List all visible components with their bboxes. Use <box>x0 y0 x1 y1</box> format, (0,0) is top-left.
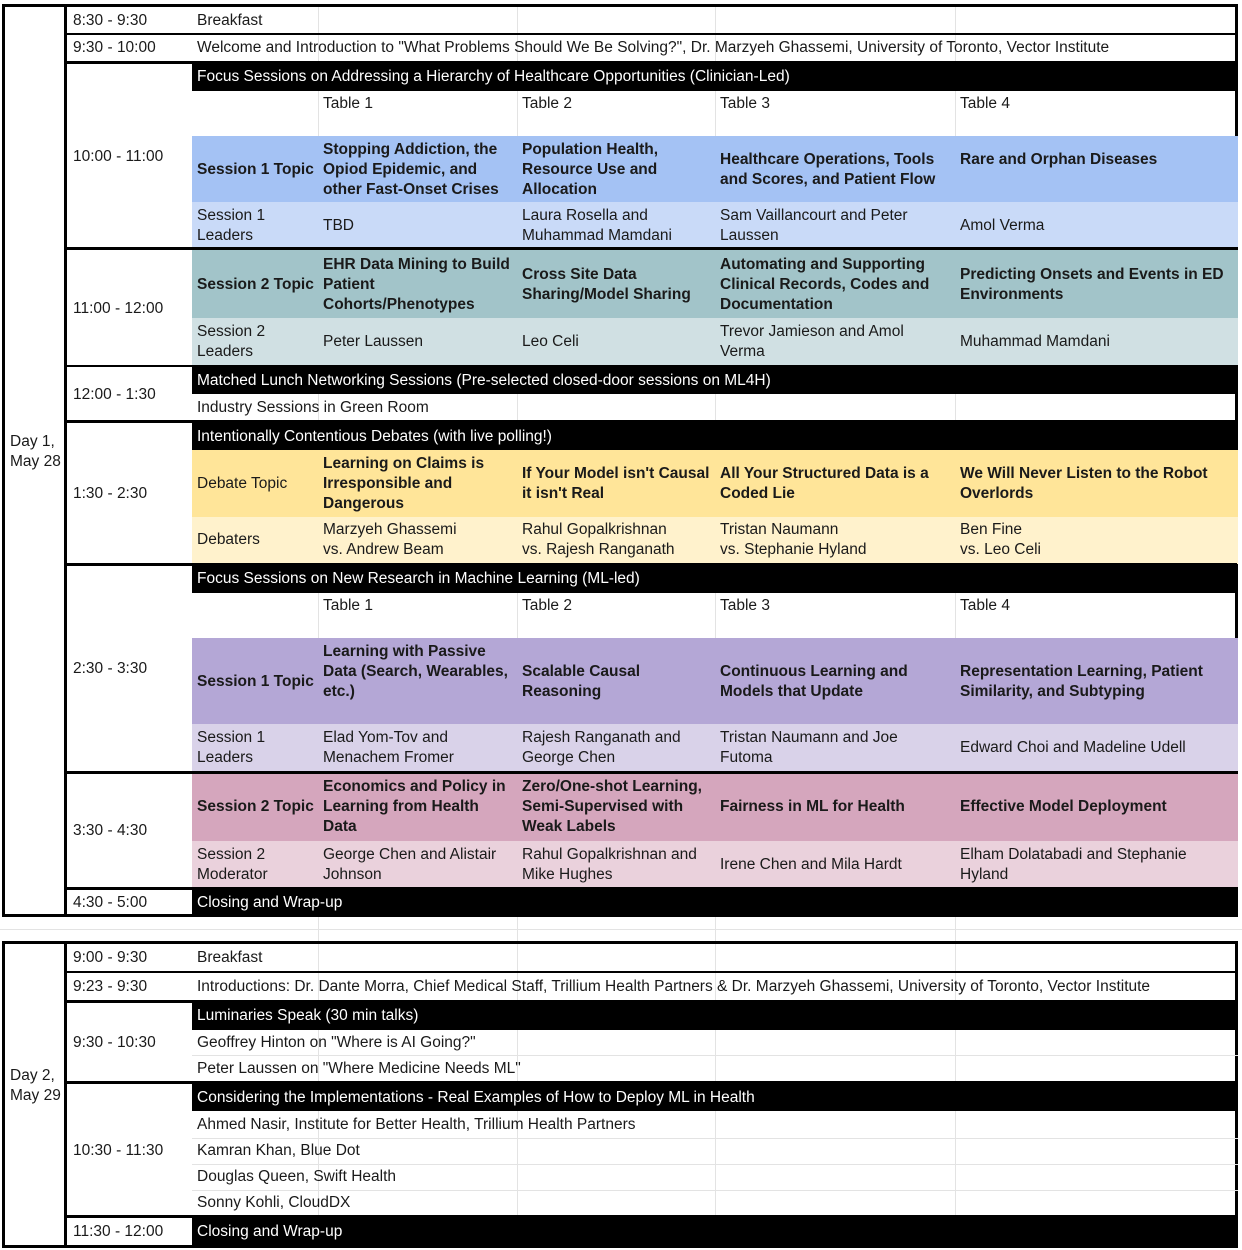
table-2-header: Table 2 <box>522 95 572 112</box>
session1-topic-4: Rare and Orphan Diseases <box>960 151 1158 168</box>
day2-label: Day 2, May 29 <box>10 1067 61 1104</box>
welcome-time: 9:30 - 10:00 <box>73 39 156 56</box>
day2-breakfast-text: Breakfast <box>197 949 263 966</box>
row-line <box>192 1138 1238 1139</box>
table-1-header: Table 1 <box>323 95 373 112</box>
ml-session1-topic-1: Learning with Passive Data (Search, Wearables, etc.) <box>323 643 508 700</box>
session2-leader-1: Peter Laussen <box>323 333 423 350</box>
luminaries-time: 9:30 - 10:30 <box>73 1034 156 1051</box>
session2-leaders-label: Session 2 Leaders <box>197 323 266 360</box>
ml-session2-topic-label: Session 2 Topic <box>197 798 314 815</box>
row-line <box>192 1055 1238 1056</box>
day2-closing-text: Closing and Wrap-up <box>197 1223 343 1240</box>
session1-leader-2: Laura Rosella and Muhammad Mamdani <box>522 207 672 244</box>
ml-session1-topic-label: Session 1 Topic <box>197 673 314 690</box>
session2-leader-2: Leo Celi <box>522 333 579 350</box>
ml-session2-moderator-label: Session 2 Moderator <box>197 846 268 883</box>
debates-time: 1:30 - 2:30 <box>73 485 148 502</box>
session2-leader-4: Muhammad Mamdani <box>960 333 1110 350</box>
ml-table-3-header: Table 3 <box>720 597 770 614</box>
table-4-header: Table 4 <box>960 95 1010 112</box>
ml-table-2-header: Table 2 <box>522 597 572 614</box>
speaker-3: Douglas Queen, Swift Health <box>197 1168 397 1185</box>
session2-time: 11:00 - 12:00 <box>73 300 164 317</box>
session2-topic-1: EHR Data Mining to Build Patient Cohorts/Phenotypes <box>323 256 510 313</box>
session2-leader-3: Trevor Jamieson and Amol Verma <box>720 323 904 360</box>
ml-session1-topic-2: Scalable Causal Reasoning <box>522 663 641 700</box>
session1-topic-3: Healthcare Operations, Tools and Scores, and Patient Flow <box>720 151 936 188</box>
luminary-talk-2: Peter Laussen on "Where Medicine Needs ML" <box>197 1060 521 1077</box>
session1-topic-label: Session 1 Topic <box>197 161 314 178</box>
session2-topic-3: Automating and Supporting Clinical Records, Codes and Documentation <box>720 256 930 313</box>
ml-session2-time: 3:30 - 4:30 <box>73 822 148 839</box>
lunch-header: Matched Lunch Networking Sessions (Pre-selected closed-door sessions on ML4H) <box>197 372 771 389</box>
day1-closing-time: 4:30 - 5:00 <box>73 894 148 911</box>
session1-topic-1: Stopping Addiction, the Opiod Epidemic, and other Fast-Onset Crises <box>323 141 499 198</box>
welcome-text: Welcome and Introduction to "What Problems Should We Be Solving?", Dr. Marzyeh Ghassemi, University of Toronto, Vector Institute <box>197 39 1110 56</box>
day1-closing-text: Closing and Wrap-up <box>197 894 343 911</box>
day2-intro-text: Introductions: Dr. Dante Morra, Chief Medical Staff, Trillium Health Partners & Dr. Marzyeh Ghassemi, University of Toronto, Vector Institute <box>197 978 1151 995</box>
session2-topic-4: Predicting Onsets and Events in ED Environments <box>960 266 1224 303</box>
table-3-header: Table 3 <box>720 95 770 112</box>
luminary-talk-1: Geoffrey Hinton on "Where is AI Going?" <box>197 1034 476 1051</box>
day-divider <box>64 4 67 917</box>
breakfast-text: Breakfast <box>197 12 263 29</box>
debater-3a: Tristan Naumann <box>720 521 839 538</box>
grid-line <box>0 929 1242 930</box>
ml-session2-moderator-2: Rahul Gopalkrishnan and Mike Hughes <box>522 846 697 883</box>
ml-session2-topic-3: Fairness in ML for Health <box>720 798 905 815</box>
ml-session1-time: 2:30 - 3:30 <box>73 660 148 677</box>
ml-table-4-header: Table 4 <box>960 597 1010 614</box>
session2-topic-label: Session 2 Topic <box>197 276 314 293</box>
row-line <box>192 1164 1238 1165</box>
ml-session1-topic-3: Continuous Learning and Models that Update <box>720 663 908 700</box>
debater-4b: vs. Leo Celi <box>960 541 1041 558</box>
clinician-header: Focus Sessions on Addressing a Hierarchy of Healthcare Opportunities (Clinician-Led) <box>197 68 790 85</box>
ml-header: Focus Sessions on New Research in Machine Learning (ML-led) <box>197 570 640 587</box>
breakfast-time: 8:30 - 9:30 <box>73 12 148 29</box>
ml-session2-topic-2: Zero/One-shot Learning, Semi-Supervised with Weak Labels <box>522 778 702 835</box>
ml-session1-leader-1: Elad Yom-Tov and Menachem Fromer <box>323 729 454 766</box>
speaker-4: Sonny Kohli, CloudDX <box>197 1194 351 1211</box>
ml-session1-leader-2: Rajesh Ranganath and George Chen <box>522 729 681 766</box>
day2-breakfast-time: 9:00 - 9:30 <box>73 949 148 966</box>
debater-1a: Marzyeh Ghassemi <box>323 521 457 538</box>
debater-2b: vs. Rajesh Ranganath <box>522 541 675 558</box>
session1-leader-1: TBD <box>323 217 354 234</box>
debaters-label: Debaters <box>197 531 260 548</box>
debate-topic-label: Debate Topic <box>197 475 288 492</box>
debater-3b: vs. Stephanie Hyland <box>720 541 867 558</box>
ml-session2-topic-4: Effective Model Deployment <box>960 798 1167 815</box>
industry-sessions: Industry Sessions in Green Room <box>197 399 429 416</box>
debate-topic-4: We Will Never Listen to the Robot Overlords <box>960 465 1208 502</box>
luminaries-header: Luminaries Speak (30 min talks) <box>197 1007 419 1024</box>
debater-1b: vs. Andrew Beam <box>323 541 444 558</box>
session1-leaders-label: Session 1 Leaders <box>197 207 266 244</box>
speaker-2: Kamran Khan, Blue Dot <box>197 1142 360 1159</box>
debates-header: Intentionally Contentious Debates (with live polling!) <box>197 428 552 445</box>
debater-2a: Rahul Gopalkrishnan <box>522 521 667 538</box>
ml-session2-moderator-4: Elham Dolatabadi and Stephanie Hyland <box>960 846 1187 883</box>
day1-label: Day 1, May 28 <box>10 433 61 470</box>
ml-session2-moderator-1: George Chen and Alistair Johnson <box>323 846 497 883</box>
session1-time: 10:00 - 11:00 <box>73 148 164 165</box>
row-line <box>192 1190 1238 1191</box>
ml-session1-topic-4: Representation Learning, Patient Similarity, and Subtyping <box>960 663 1203 700</box>
ml-session2-moderator-3: Irene Chen and Mila Hardt <box>720 856 902 873</box>
day2-closing-time: 11:30 - 12:00 <box>73 1223 164 1240</box>
ml-session1-leader-3: Tristan Naumann and Joe Futoma <box>720 729 898 766</box>
session1-leader-3: Sam Vaillancourt and Peter Laussen <box>720 207 908 244</box>
session1-topic-2: Population Health, Resource Use and Allocation <box>522 141 659 198</box>
ml-session2-topic-1: Economics and Policy in Learning from Health Data <box>323 778 506 835</box>
lunch-time: 12:00 - 1:30 <box>73 386 156 403</box>
day1-closing-bar <box>192 890 1238 917</box>
session1-leader-4: Amol Verma <box>960 217 1045 234</box>
debate-topic-3: All Your Structured Data is a Coded Lie <box>720 465 929 502</box>
row-divider <box>67 971 1237 973</box>
speaker-1: Ahmed Nasir, Institute for Better Health, Trillium Health Partners <box>197 1116 636 1133</box>
debater-4a: Ben Fine <box>960 521 1023 538</box>
day-divider <box>64 941 67 1248</box>
day2-intro-time: 9:23 - 9:30 <box>73 978 148 995</box>
implementations-header: Considering the Implementations - Real Examples of How to Deploy ML in Health <box>197 1089 755 1106</box>
implementations-time: 10:30 - 11:30 <box>73 1142 164 1159</box>
ml-session1-leaders-label: Session 1 Leaders <box>197 729 266 766</box>
debate-topic-1: Learning on Claims is Irresponsible and Dangerous <box>323 455 485 512</box>
debate-topic-2: If Your Model isn't Causal it isn't Real <box>522 465 710 502</box>
session2-topic-2: Cross Site Data Sharing/Model Sharing <box>522 266 691 303</box>
day2-closing-bar <box>192 1218 1238 1245</box>
ml-table-1-header: Table 1 <box>323 597 373 614</box>
row-divider <box>67 33 1237 35</box>
ml-session1-leader-4: Edward Choi and Madeline Udell <box>960 739 1186 756</box>
